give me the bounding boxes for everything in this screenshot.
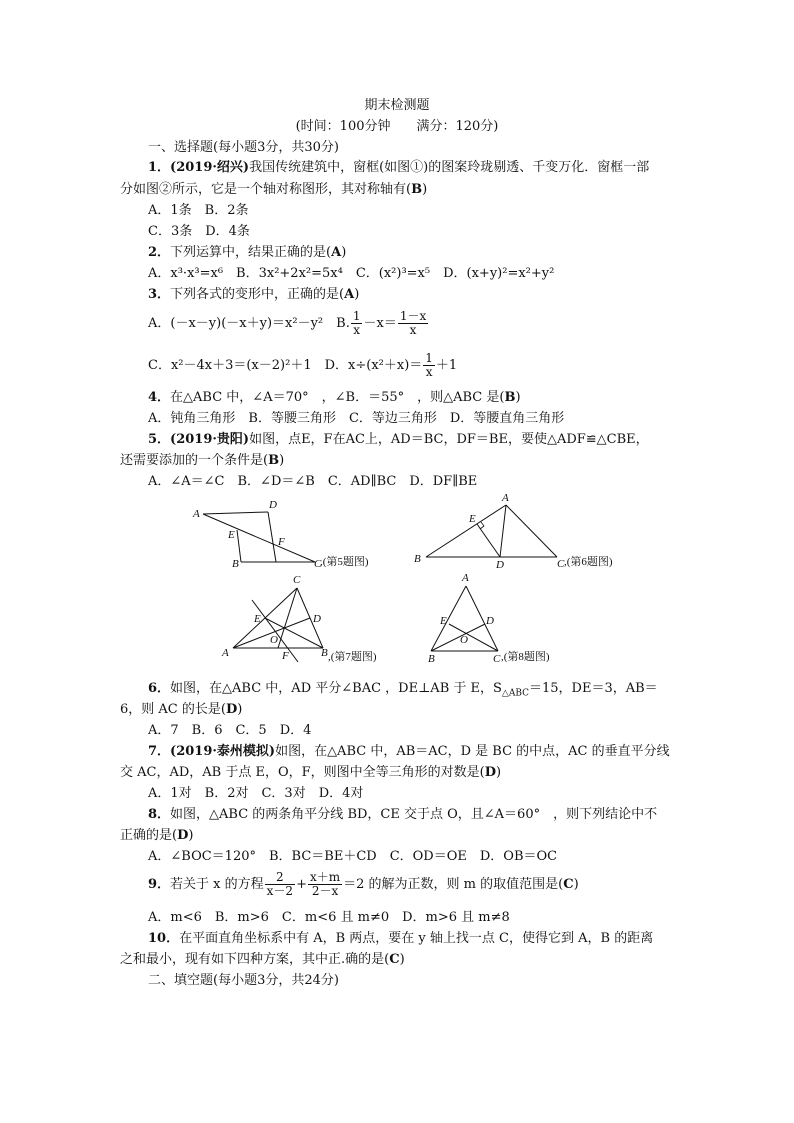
fig5-label-B: B [232,558,239,570]
q1-options-1: A．1条 B．2条 [148,203,249,218]
question-1-cont: 分如图②所示，它是一个轴对称图形，其对称轴有(B) [120,182,428,197]
question-7-cont: 交 AC，AD，AB 于点 E，O，F，则图中全等三角形的对数是(D) [120,765,502,780]
fig5-label-C: C [314,558,322,570]
fig7-label-D: D [313,613,321,625]
answer: B [268,453,280,468]
fig7-label-C: C [293,574,301,586]
fig6-label-E: E [469,513,476,525]
fig8-label-A: A [462,572,469,584]
answer: D [177,828,189,843]
question-8-cont: 正确的是(D) [120,828,194,843]
fig7-label-A: A [222,647,229,659]
fig7-caption: ,(第7题图) [328,651,377,663]
fig8-label-E: E [440,615,447,627]
answer: A [344,287,355,302]
question-9: 9．若关于 x 的方程 $\frac{2}{x-2}$ + $\frac{x+m}{2-x}$ ＝2 的解为正数，则 m 的取值范围是(C) [148,870,579,898]
figure-8 [428,572,550,665]
question-5: 5．(2019·贵阳)如图，点E，F在AC上，AD＝BC，DF＝BE，要使△ADF≌△CBE， [148,432,649,447]
question-3: 3．下列各式的变形中，正确的是(A) [148,287,360,302]
question-5-cont: 还需要添加的一个条件是(B) [120,453,285,468]
exam-info: (时间：100分钟 满分：120分) [295,119,499,134]
answer: D [484,765,497,780]
q1-options-2: C．3条 D．4条 [148,224,250,239]
fig8-label-D: D [486,615,494,627]
figure-5 [192,499,369,570]
question-2: 2．下列运算中，结果正确的是(A) [148,245,347,260]
answer: B [411,182,423,197]
question-1: 1．(2019·绍兴)我国传统建筑中，窗框(如图①)的图案玲珑剔透、千变万化．窗框一部 [148,160,650,175]
fig8-label-C: C [493,653,501,665]
fig6-label-C: C [557,558,565,570]
answer: A [331,245,342,260]
section-heading-2: 二、填空题(每小题3分，共24分) [148,973,339,988]
answer: B [504,390,516,405]
question-6-cont: 6，则 AC 的长是(D) [120,702,243,717]
figures-area [0,490,794,680]
q6-options: A．7 B．6 C．5 D．4 [148,723,312,738]
figure-7 [221,574,377,663]
fig6-label-D: D [496,559,504,571]
answer: C [389,952,400,967]
q9-options: A．m<6 B．m>6 C．m<6 且 m≠0 D．m>6 且 m≠8 [148,910,510,925]
fig5-caption: ,(第5题图) [320,556,369,568]
q2-options: A．x³·x³=x⁶ B．3x²+2x²=5x⁴ C．(x²)³=x⁵ D．(x+y)²=x²+y² [148,266,555,281]
question-6: 6．如图，在△ABC 中，AD 平分∠BAC ，DE⊥AB 于 E，$S_{\triangle ABC}=15$，DE＝3，AB＝ [148,681,658,699]
fig7-label-E: E [254,613,261,625]
section-heading-1: 一、选择题(每小题3分，共30分) [148,140,339,155]
question-10: 10．在平面直角坐标系中有 A，B 两点，要在 y 轴上找一点 C，使得它到 A，B 的距离 [148,931,654,946]
fig7-label-F: F [282,650,289,662]
fig6-label-B: B [414,553,421,565]
fig5-label-F: F [278,536,285,548]
answer: D [225,702,238,717]
fig7-label-B: B [321,647,328,659]
q3-options-ab: A．(－x－y)(－x＋y)＝x²－y² B. $\frac{1}{x}$ －x＝ $\frac{1-x}{x}$ [148,309,427,337]
page-title: 期末检测题 [364,98,430,113]
fig5-label-D: D [269,499,277,511]
fig8-caption: ,(第8题图) [501,651,550,663]
fig7-label-O: O [270,634,278,646]
q3-options-cd: C．x²－4x＋3＝(x－2)²＋1 D．x÷(x²＋x)＝ $\frac{1}{x}$ ＋1 [148,351,458,379]
fig8-label-O: O [460,634,468,646]
fig8-label-B: B [428,653,435,665]
fig6-caption: ,(第6题图) [564,556,613,568]
question-8: 8．如图，△ABC 的两条角平分线 BD，CE 交于点 O，且∠A＝60° ，则下列结论中不 [148,807,658,822]
question-7: 7．(2019·泰州模拟)如图，在△ABC 中，AB＝AC，D 是 BC 的中点，AC 的垂直平分线 [148,744,670,759]
q5-options: A．∠A＝∠C B．∠D＝∠B C．AD∥BC D．DF∥BE [148,474,478,489]
fig5-label-E: E [228,529,235,541]
q4-options: A．钝角三角形 B．等腰三角形 C．等边三角形 D．等腰直角三角形 [148,411,565,426]
question-10-cont: 之和最小，现有如下四种方案，其中正.确的是(C) [120,952,405,967]
answer: C [563,877,574,892]
fig5-label-A: A [193,508,200,520]
fig6-label-A: A [502,492,509,504]
question-4: 4．在△ABC 中，∠A＝70° ，∠B．＝55° ，则△ABC 是(B) [148,390,521,405]
q8-options: A．∠BOC＝120° B．BC＝BE＋CD C．OD＝OE D．OB＝OC [148,849,558,864]
figure-6 [414,492,613,571]
q7-options: A．1对 B．2对 C．3对 D．4对 [148,786,364,801]
